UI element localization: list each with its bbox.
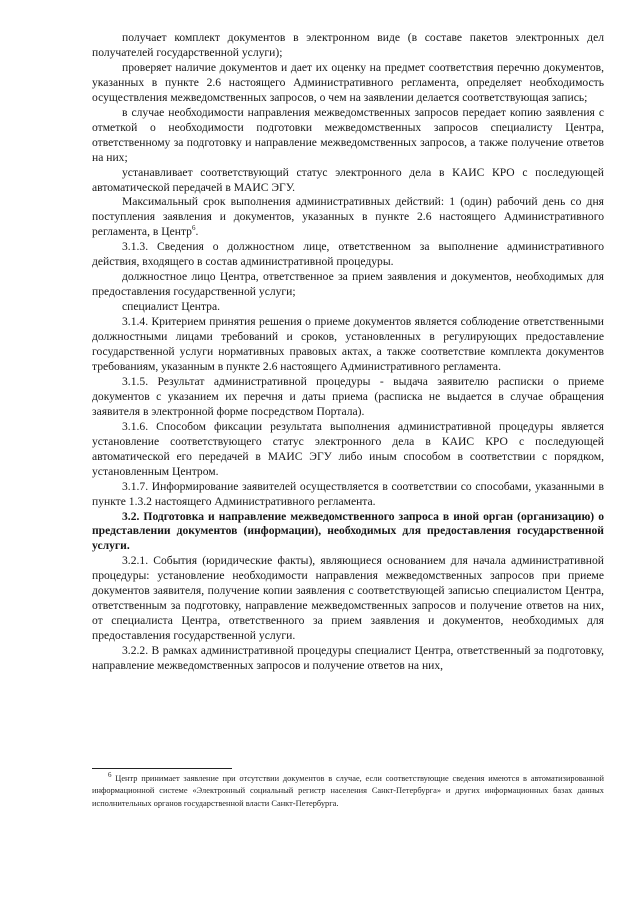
body-text: [92, 31, 604, 674]
paragraph: [92, 195, 604, 240]
paragraph-text: Максимальный срок выполнения административных действий: 1 (один) рабочий день со дня поступления заявления и документов, указанных в пункте 2.6 настоящего Административного регламента, в Центр: [92, 195, 604, 239]
footnote-reference[interactable]: 6: [191, 224, 196, 233]
paragraph: 3.1.3. Сведения о должностном лице, ответственном за выполнение административного действия, входящего в состав административной процедуры.: [92, 240, 604, 269]
section-heading: 3.2. Подготовка и направление межведомственного запроса в иной орган (организацию) о представлении документов (информации), необходимых для предоставления государственной услуги.: [92, 509, 604, 553]
paragraph: 3.1.5. Результат административной процедуры - выдача заявителю расписки о приеме документов с указанием их перечня и даты приема (расписка не выдается в случае обращения заявителя в электронной форме посредством Портала).: [92, 374, 604, 418]
paragraph: должностное лицо Центра, ответственное за прием заявления и документов, необходимых для предоставления государственной услуги;: [92, 270, 604, 299]
paragraph: 3.1.6. Способом фиксации результата выполнения административной процедуры является установление соответствующего статус электронного дела в КАИС КРО с последующей автоматической его передачей в МАИС ЭГУ либо иным способом в соответствии с порядком, установленным Центром.: [92, 419, 604, 478]
footnote-separator: [92, 768, 232, 769]
paragraph: 3.2.2. В рамках административной процедуры специалист Центра, ответственный за подготовку, направление межведомственных запросов и получение ответов на них,: [92, 644, 604, 673]
footnote-text: Центр принимает заявление при отсутствии документов в случае, если соответствующие сведения имеются в автоматизированной информационной системе «Электронный социальный регистр населения Санкт-Петербурга» и других информационных базах данных исполнительных органов государственной власти Санкт-Петербурга.: [92, 774, 605, 808]
paragraph: получает комплект документов в электронном виде (в составе пакетов электронных дел получателей государственной услуги);: [92, 31, 604, 59]
footnote-mark: 6: [108, 771, 112, 780]
paragraph: 3.1.4. Критерием принятия решения о приеме документов является соблюдение ответственными должностными лицами требований и сроков, установленных в регулирующих предоставление государственной услуги нормативных правовых актах, а также соответствие комплекта документов требованиям, указанным в пункте 2.6 настоящего Административного регламента.: [92, 315, 604, 373]
paragraph: устанавливает соответствующий статус электронного дела в КАИС КРО с последующей автоматической передачей в МАИС ЭГУ.: [92, 165, 604, 194]
paragraph: 3.2.1. События (юридические факты), являющиеся основанием для начала административной процедуры: установление необходимости направления межведомственных запросов при приеме документов заявителя, получение копии заявления с соответствующей записью специалистом Центра, ответственным за подготовку, направление межведомственных запросов и получение ответов на них, от специалиста Центра, ответственного за прием заявления и документов, необходимых для предоставления государственной услуги.: [92, 554, 604, 643]
paragraph: проверяет наличие документов и дает их оценку на предмет соответствия перечню документов, указанных в пункте 2.6 настоящего Административного регламента, определяет необходимость осуществления межведомственных запросов, о чем на заявлении делается соответствующая запись;: [92, 60, 604, 104]
paragraph: 3.1.7. Информирование заявителей осуществляется в соответствии со способами, указанными в пункте 1.3.2 настоящего Административного регламента.: [92, 479, 604, 508]
footnote: [92, 773, 604, 810]
paragraph-tail: .: [195, 225, 199, 239]
paragraph: специалист Центра.: [122, 300, 221, 314]
paragraph: в случае необходимости направления межведомственных запросов передает копию заявления с отметкой о необходимости подготовки межведомственных запросов специалисту Центра, ответственному за подготовку и направление межведомственных запросов, а также получение ответов на них;: [92, 105, 604, 164]
